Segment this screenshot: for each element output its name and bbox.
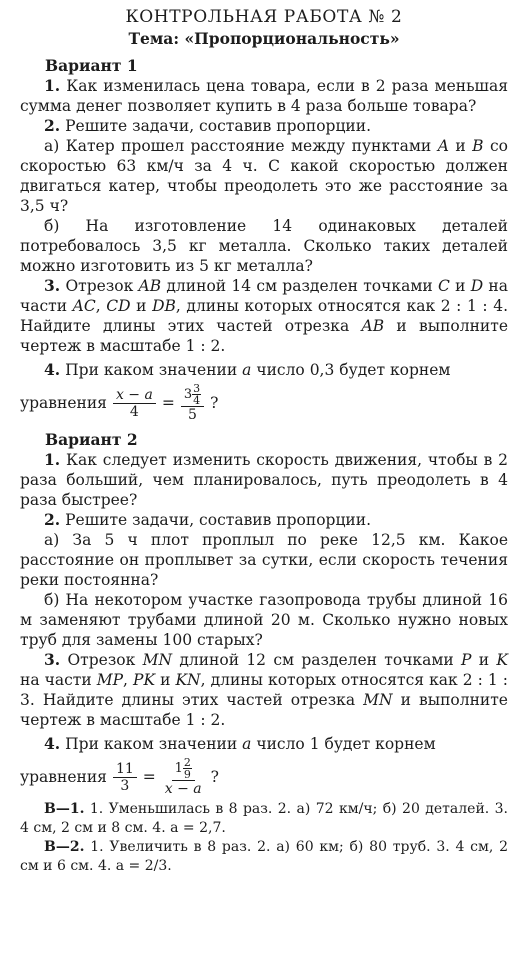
segment-db: DB [152,297,176,315]
answers-v2-text: 1. Увеличить в 8 раз. 2. а) 60 км; б) 80 труб. 3. 4 см, 2 см и 6 см. 4. a = 2/3. [20,839,508,874]
v2-task-2b: б) На некотором участке газопровода трубы длиной 16 м заменяют трубами длиной 20 м. Сколько нужно новых труб для замены 100 старых? [20,591,508,649]
mixed-whole: 3 [183,386,193,402]
v1-task-2-number: 2. [44,116,61,135]
right-fraction [181,383,204,423]
text: и [160,671,171,689]
right-numerator [181,383,204,407]
v1-task-2a [20,136,508,216]
v2-equation [20,754,508,800]
v1-task-2b: б) На изготовление 14 одинаковых деталей потребовалось 3,5 кг металла. Сколько таких деталей можно изготовить из 5 кг металла? [20,217,508,275]
mixed-number [175,757,192,780]
v1-task-1 [20,76,508,116]
left-fraction [113,761,137,794]
segment-pk: PK [133,671,156,689]
left-numerator: 11 [113,761,137,778]
text: При каком значении [65,735,238,753]
equation-label: уравнения [20,394,107,412]
question-mark: ? [210,768,219,786]
conj: и [455,137,466,155]
page-subtitle: Тема: «Пропорциональность» [128,29,400,48]
point-d: D [470,277,484,295]
point-a: A [437,137,449,155]
text: и [136,297,147,315]
worksheet-page [20,6,508,876]
v2-task-3: 3. Отрезок MN длиной 12 см разделен точками P и K на части MP, PK и KN, длины которых относятся как 2 : 1 : 3. Найдите длины этих частей отрезка MN и выполните чертеж в масштабе 1 : 2. [20,650,508,729]
variable-a: a [242,735,252,753]
text: При каком значении [65,361,238,379]
text: число 0,3 будет корнем [256,361,451,379]
segment-ab: AB [138,277,162,295]
mixed-fraction [183,757,192,780]
mixed-denominator: 4 [193,394,201,407]
segment-ac: AC [72,297,96,315]
v2-task-2-text: Решите задачи, составив пропорции. [65,511,372,529]
left-denominator: 4 [129,403,139,420]
left-fraction [113,387,156,420]
right-numerator [172,757,195,781]
text: на части [20,671,92,689]
variable-a: a [242,361,252,379]
v2-task-1 [20,450,508,510]
mixed-numerator: 2 [183,756,191,769]
variant-2-heading: Вариант 2 [45,430,138,449]
v2-task-3-number: 3. [44,650,61,669]
right-fraction [162,757,205,797]
text: и [478,651,490,669]
answers-v2-label: В—2. [44,839,85,855]
v2-task-4 [20,734,508,754]
v1-task-2a-text-end: со скоростью 63 км/ч за 4 ч. С какой скоростью должен двигаться катер, чтобы преодолеть это же расстояние за 3,5 ч? [20,137,508,215]
segment-mn: MN [142,651,173,669]
v1-equation [20,380,508,426]
text: и выполните чертеж в масштабе 1 : 2. [20,317,508,355]
segment-mn: MN [363,691,393,709]
segment-cd: CD [106,297,131,315]
mixed-denominator: 9 [183,768,191,781]
text: число 1 будет корнем [256,735,436,753]
text: и выполните чертеж в масштабе 1 : 2. [20,691,508,729]
v1-task-3-number: 3. [44,276,61,295]
text: и [455,277,466,295]
segment-ab: AB [361,317,385,335]
v1-task-4-number: 4. [44,360,61,379]
mixed-fraction [192,383,201,406]
equals-sign: = [161,394,175,412]
v1-task-2a-text-start: а) Катер прошел расстояние между пунктами [44,137,432,155]
point-p: P [461,651,472,669]
left-denominator: 3 [120,777,130,794]
v2-task-1-number: 1. [44,450,61,469]
v1-task-2 [20,116,508,136]
v2-task-2-number: 2. [44,510,61,529]
v2-task-1-text: Как следует изменить скорость движения, чтобы в 2 раза больший, чем планировалось, путь преодолеть в 4 раза быстрее? [20,451,508,509]
v1-task-3: 3. Отрезок AB длиной 14 см разделен точками C и D на части AC, CD и DB, длины которых относятся как 2 : 1 : 4. Найдите длины этих частей отрезка AB и выполните чертеж в масштабе 1 : 2. [20,276,508,355]
mixed-whole: 1 [174,760,183,776]
answers-variant-1 [20,800,508,838]
answers-v1-label: В—1. [44,801,85,817]
equation-label: уравнения [20,768,107,786]
page-title: КОНТРОЛЬНАЯ РАБОТА № 2 [125,7,403,27]
answers-v1-text: 1. Уменьшилась в 8 раз. 2. а) 72 км/ч; б) 20 деталей. 3. 4 см, 2 см и 8 см. 4. a = 2,7. [20,801,508,836]
equals-sign: = [142,768,156,786]
text: длиной 14 см разделен точками [166,277,433,295]
right-denominator: x − a [164,781,202,797]
v2-task-4-number: 4. [44,734,61,753]
point-c: C [437,277,450,295]
text: на части [20,277,508,315]
v2-task-2 [20,510,508,530]
text: , длины которых относятся как 2 : 1 : 4. Найдите длины этих частей отрезка [20,297,508,335]
question-mark: ? [210,394,219,412]
right-denominator: 5 [188,407,197,423]
variant-1-heading: Вариант 1 [45,56,138,75]
text: , длины которых относятся как 2 : 1 : 3. Найдите длины этих частей отрезка [20,671,508,709]
text: длиной 12 см разделен точками [179,651,454,669]
text: Отрезок [67,651,136,669]
point-b: B [472,137,484,155]
answers-section [20,800,508,876]
mixed-numerator: 3 [193,382,201,395]
segment-mp: MP [96,671,124,689]
left-numerator: x − a [113,387,156,404]
text: Отрезок [65,277,134,295]
v1-task-1-text: Как изменилась цена товара, если в 2 раза меньшая сумма денег позволяет купить в 4 раза больше товара? [20,77,508,115]
v1-task-4 [20,360,508,380]
point-k: K [496,651,508,669]
v1-task-2-text: Решите задачи, составив пропорции. [65,117,372,135]
mixed-number [184,383,201,406]
answers-variant-2 [20,838,508,876]
segment-kn: KN [175,671,201,689]
v2-task-2a: а) За 5 ч плот проплыл по реке 12,5 км. Какое расстояние он проплывет за сутки, если скорость течения реки постоянна? [20,531,508,589]
v1-task-1-number: 1. [44,76,61,95]
